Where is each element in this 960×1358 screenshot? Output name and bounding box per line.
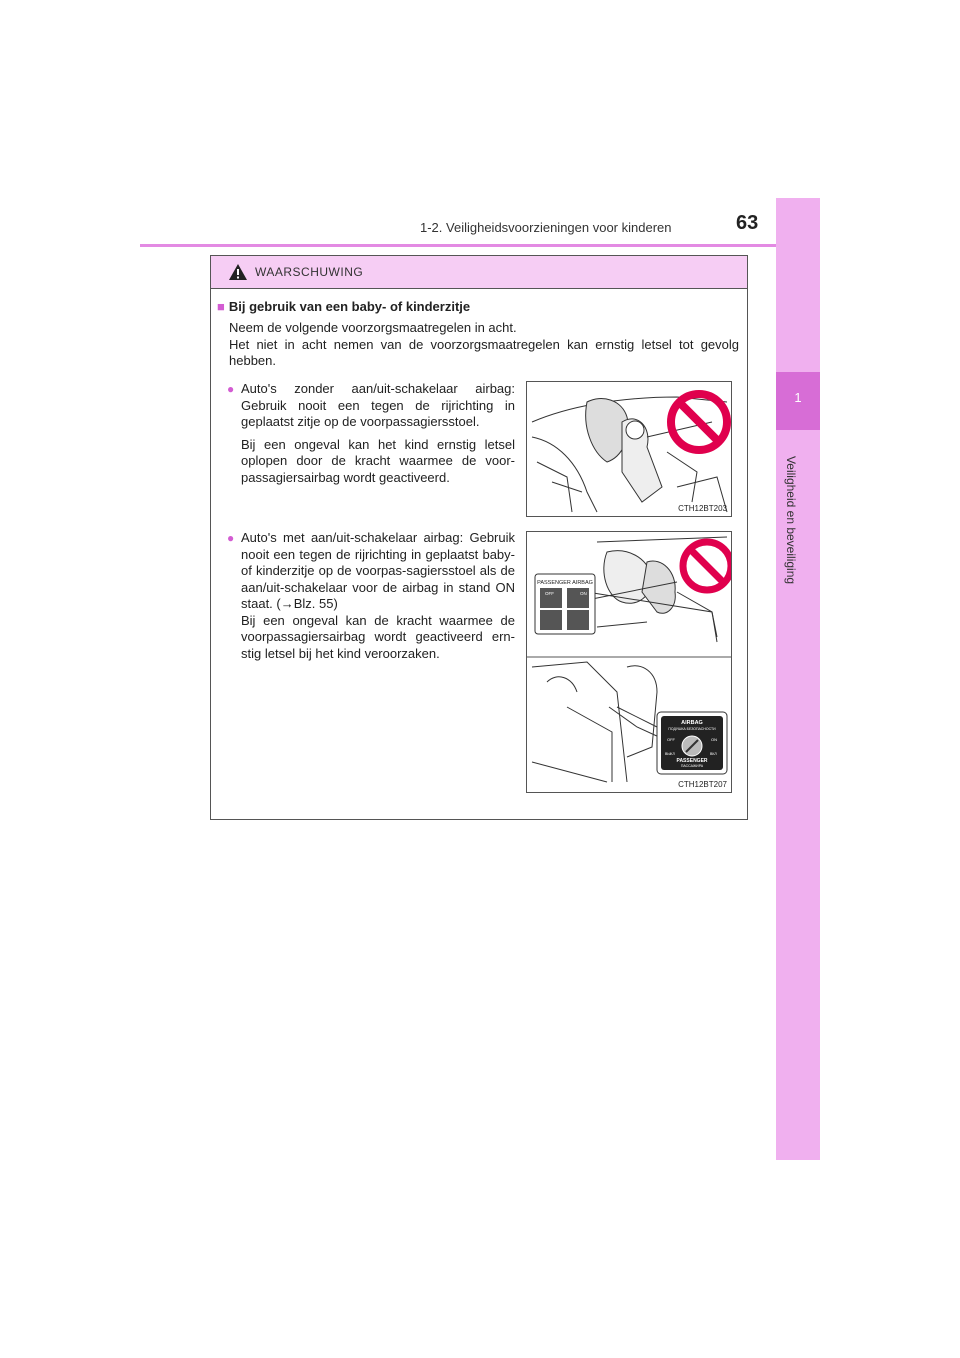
circle-bullet-icon: ● bbox=[227, 382, 235, 396]
svg-text:ПАССАЖИРА: ПАССАЖИРА bbox=[680, 764, 704, 768]
airbag-switch-illustration bbox=[527, 532, 732, 793]
prohibition-icon bbox=[683, 542, 731, 590]
figure-rear-facing-seat bbox=[526, 381, 732, 517]
car-interior-illustration bbox=[527, 382, 732, 517]
svg-text:PASSENGER AIRBAG: PASSENGER AIRBAG bbox=[537, 580, 593, 586]
figure-code: CTH12BT207 bbox=[678, 780, 727, 789]
figure-code: CTH12BT203 bbox=[678, 504, 727, 513]
warning-header bbox=[211, 256, 747, 289]
chapter-label: Veiligheid en beveiliging bbox=[784, 455, 798, 585]
chapter-side-tab bbox=[776, 198, 820, 1160]
warning-triangle-icon bbox=[228, 263, 248, 281]
svg-text:ВКЛ: ВКЛ bbox=[710, 752, 717, 756]
section-heading: ■ Bij gebruik van een baby- of kinderzitje bbox=[217, 299, 471, 314]
bullet-item-1: ● Auto's zonder aan/uit-schakelaar airbag: Gebruik nooit een tegen de rijrichting in geplaatst zitje op de voorpassagiersstoel. Bij een ongeval kan het kind ernstig letsel oplopen door de kracht waarmee de voor-passagiersairbag wordt geactiveerd. bbox=[227, 381, 515, 485]
svg-text:ON: ON bbox=[711, 737, 717, 742]
svg-text:OFF: OFF bbox=[667, 737, 675, 742]
prohibition-icon bbox=[671, 394, 727, 450]
warning-label: WAARSCHUWING bbox=[255, 265, 364, 279]
svg-text:PASSENGER: PASSENGER bbox=[676, 758, 708, 764]
header-divider bbox=[140, 244, 820, 247]
chapter-number: 1 bbox=[794, 390, 802, 405]
page-number: 63 bbox=[736, 212, 759, 234]
figure-airbag-switch bbox=[526, 531, 732, 793]
airbag-key-switch-closeup bbox=[657, 712, 727, 774]
warning-box bbox=[210, 255, 748, 820]
svg-text:OFF: OFF bbox=[545, 591, 554, 596]
square-bullet-icon: ■ bbox=[217, 299, 225, 314]
passenger-airbag-indicator-panel bbox=[535, 574, 595, 634]
bullet-item-2: ● Auto's met aan/uit-schakelaar airbag: Gebruik nooit een tegen de rijrichting in geplaatst baby- of kinderzitje op de voorpas-sagiersstoel als de aan/uit-schakelaar voor de airbag in stand ON staat. (→Blz. 55) Bij een ongeval kan de kracht waarmee de voorpassagiersairbag wordt geactiveerd ern-stig letsel bij het kind veroorzaken. bbox=[227, 530, 515, 661]
svg-text:ПОДУШКА БЕЗОПАСНОСТИ: ПОДУШКА БЕЗОПАСНОСТИ bbox=[668, 727, 716, 731]
svg-text:ON: ON bbox=[580, 591, 587, 596]
circle-bullet-icon: ● bbox=[227, 531, 235, 545]
svg-text:ВЫКЛ: ВЫКЛ bbox=[665, 752, 675, 756]
intro-text: Neem de volgende voorzorgsmaatregelen in acht. Het niet in acht nemen van de voorzorgsmaatregelen kan ernstig letsel tot gevolg hebben. bbox=[229, 320, 739, 368]
svg-text:AIRBAG: AIRBAG bbox=[681, 720, 703, 726]
section-title: 1-2. Veiligheidsvoorzieningen voor kinderen bbox=[420, 220, 672, 235]
